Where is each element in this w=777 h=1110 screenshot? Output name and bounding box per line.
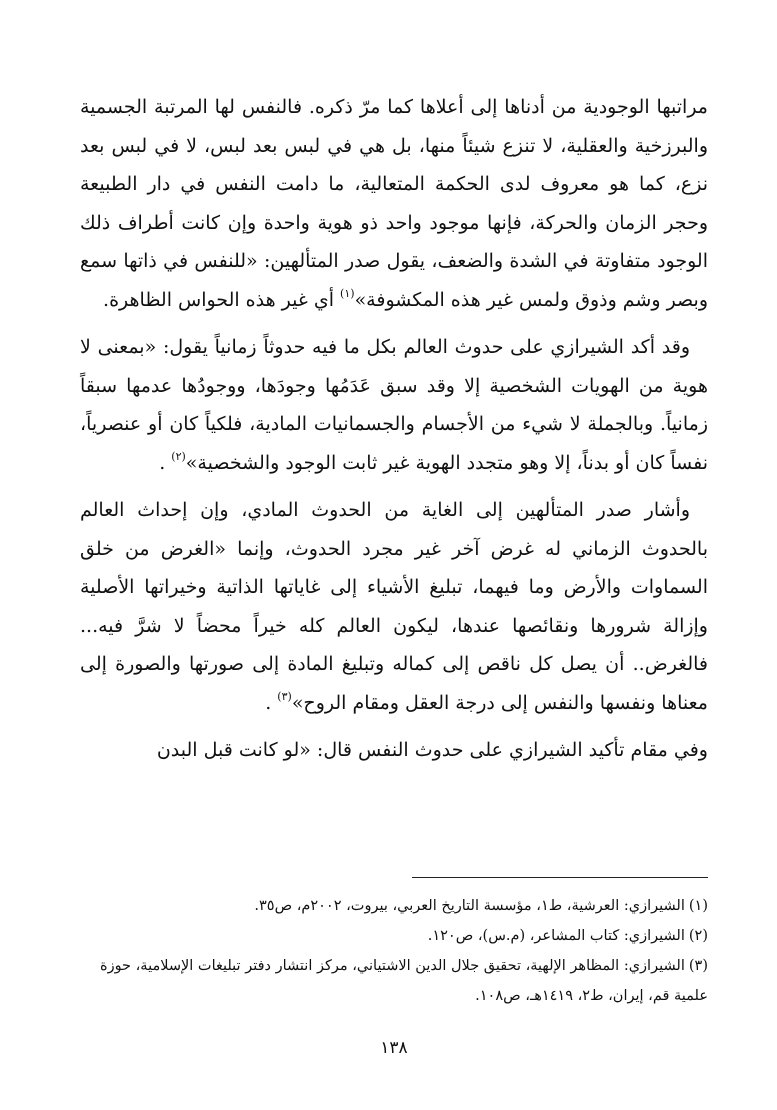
paragraph-3-tail: . (265, 691, 278, 714)
footnote-1-number: (١) (688, 898, 708, 914)
paragraph-2 (80, 328, 708, 482)
paragraph-1-tail: أي غير هذه الحواس الظاهرة. (103, 288, 341, 311)
footnote-2 (80, 921, 708, 951)
footnote-ref-3: (٣) (277, 689, 292, 703)
page-number: ١٣٨ (380, 1038, 408, 1058)
footnote-3-number: (٣) (688, 958, 708, 974)
footnote-2-text: الشيرازي: كتاب المشاعر، (م.س)، ص١٢٠. (427, 928, 685, 944)
paragraph-2-tail: . (159, 451, 172, 474)
footnote-3-text: الشيرازي: المظاهر الإلهية، تحقيق جلال الدين الاشتياني، مركز انتشار دفتر تبليغات الإسلامية، حوزة علمية قم، إيران، ط٢، ١٤١٩هـ، ص١٠٨. (99, 958, 708, 1004)
footnote-1 (80, 891, 708, 921)
footnote-ref-2: (٢) (171, 449, 186, 463)
footnote-3 (80, 951, 708, 1011)
paragraph-4 (80, 731, 708, 770)
paragraph-3-text: وأشار صدر المتألهين إلى الغاية من الحدوث المادي، وإن إحداث العالم بالحدوث الزماني له غرض آخر غير مجرد الحدوث، وإنما «الغرض من خلق السماوات والأرض وما فيهما، تبليغ الأشياء إلى غاياتها الذاتية وخيراتها الأصلية وإزالة شرورها ونقائصها عندها، ليكون العالم كله خيراً محضاً لا شرَّ فيه... فالغرض.. أن يصل كل ناقص إلى كماله وتبليغ المادة إلى صورتها والصورة إلى معناها ونفسها والنفس إلى درجة العقل ومقام الروح» (80, 499, 708, 714)
footnote-divider (412, 877, 708, 878)
paragraph-4-text: وفي مقام تأكيد الشيرازي على حدوث النفس قال: «لو كانت قبل البدن (156, 739, 708, 761)
footnote-2-number: (٢) (688, 928, 708, 944)
paragraph-1-text: مراتبها الوجودية من أدناها إلى أعلاها كما مرّ ذكره. فالنفس لها المرتبة الجسمية والبرزخية والعقلية، لا تنزع شيئاً منها، بل هي في لبس بعد لبس، لا في لبس بعد نزع، كما هو معروف لدى الحكمة المتعالية، ما دامت النفس في دار الطبيعة وحجر الزمان والحركة، فإنها موجود واحد ذو هوية واحدة وإن كانت أطراف ذلك الوجود متفاوتة في الشدة والضعف، يقول صدر المتألهين: «للنفس في ذاتها سمع وبصر وشم وذوق ولمس غير هذه المكشوفة» (80, 96, 708, 311)
footnote-1-text: الشيرازي: العرشية، ط١، مؤسسة التاريخ العربي، بيروت، ٢٠٠٢م، ص٣٥. (254, 898, 685, 914)
footnotes (80, 891, 708, 1011)
main-text (80, 88, 708, 770)
paragraph-2-text: وقد أكد الشيرازي على حدوث العالم بكل ما فيه حدوثاً زمانياً يقول: «بمعنى لا هوية من الهويات الشخصية إلا وقد سبق عَدَمُها وجودَها، ووجودُها عدمها سبقاً زمانياً. وبالجملة لا شيء من الأجسام والجسمانيات المادية، فلكياً كان أو عنصرياً، نفساً كان أو بدناً، إلا وهو متجدد الهوية غير ثابت الوجود والشخصية» (80, 336, 708, 474)
book-page (80, 88, 708, 1078)
paragraph-3 (80, 491, 708, 722)
footnote-ref-1: (١) (340, 286, 355, 300)
paragraph-1 (80, 88, 708, 319)
